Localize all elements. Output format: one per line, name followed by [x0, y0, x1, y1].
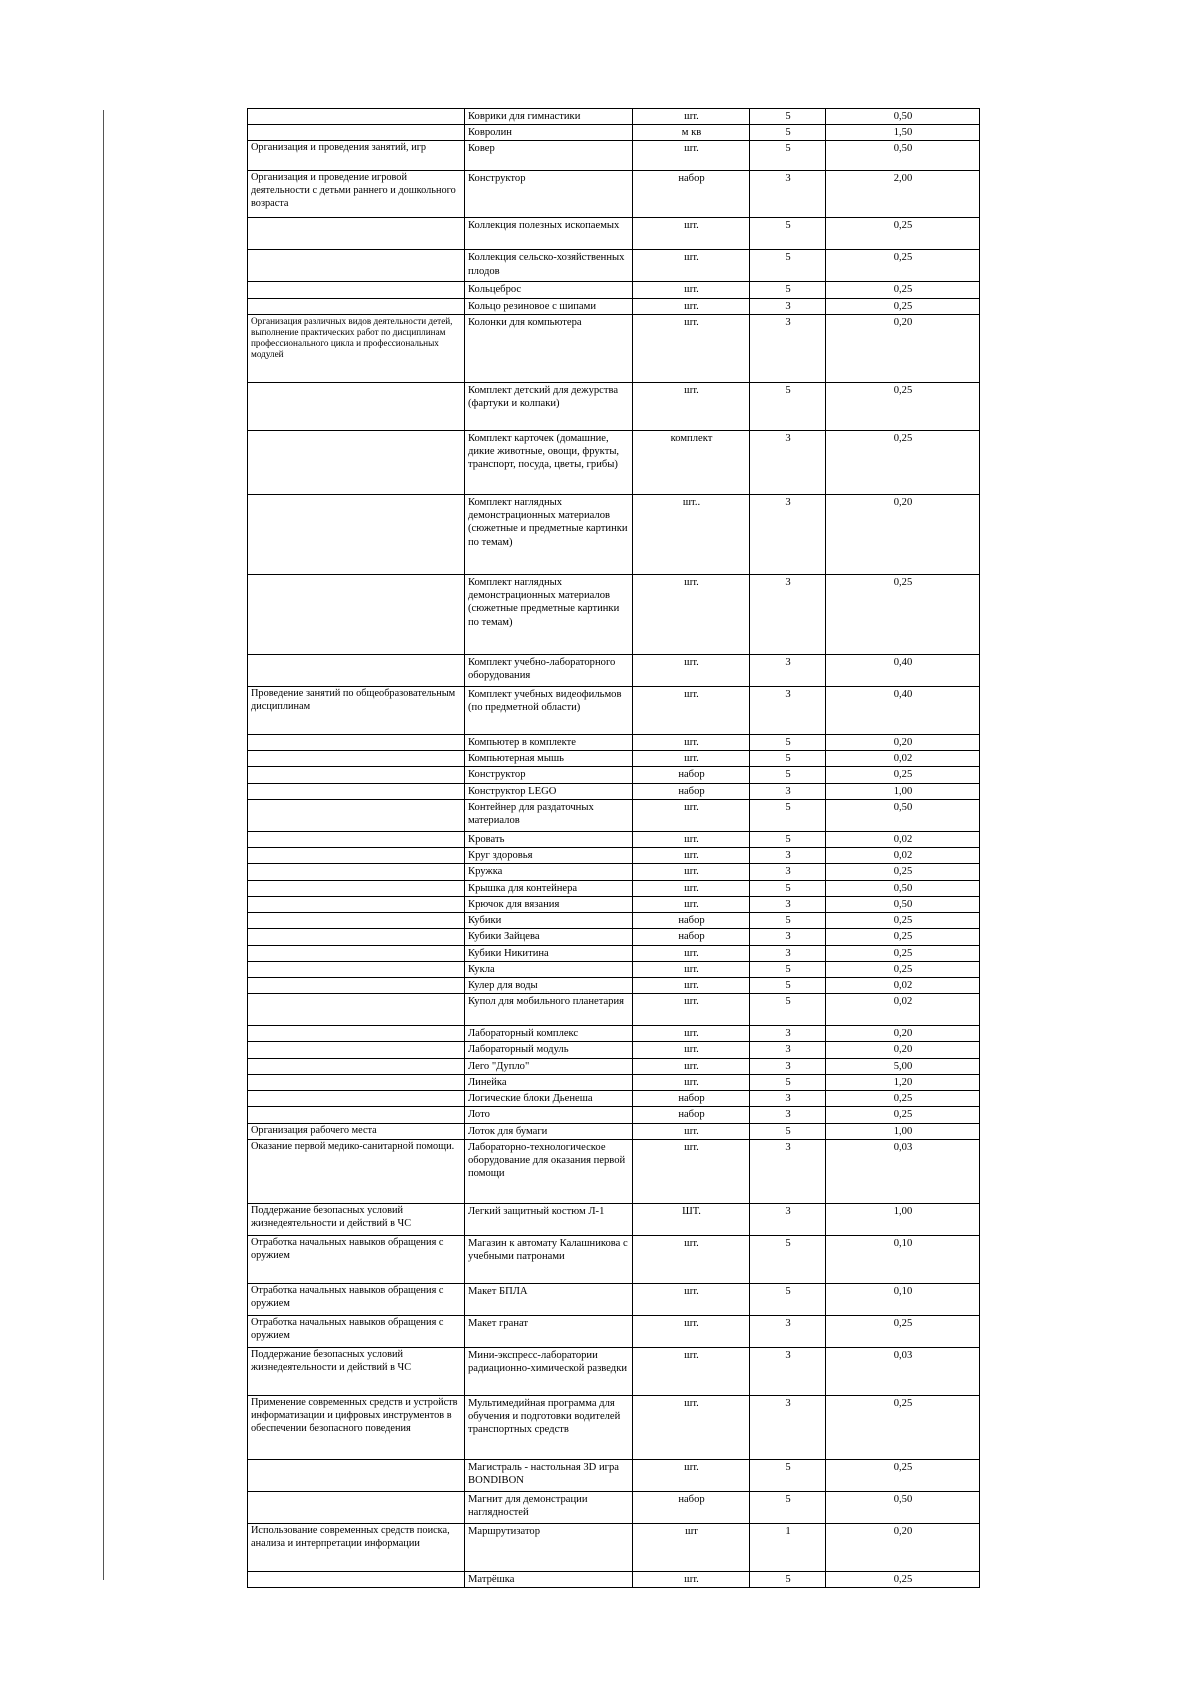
service-years-cell: 3	[750, 298, 826, 314]
coefficient-cell: 1,20	[826, 1074, 980, 1090]
unit-cell: набор	[633, 913, 750, 929]
activity-cell: Поддержание безопасных условий жизнедеятельности и действий в ЧС	[248, 1203, 465, 1235]
activity-cell	[248, 1491, 465, 1523]
table-row	[248, 141, 980, 171]
item-name-cell: Крючок для вязания	[465, 896, 633, 912]
service-years-cell: 3	[750, 574, 826, 654]
item-name-cell: Кубики	[465, 913, 633, 929]
item-name-cell: Комплект наглядных демонстрационных материалов (сюжетные предметные картинки по темам)	[465, 574, 633, 654]
table-row	[248, 799, 980, 831]
item-name-cell: Конструктор	[465, 171, 633, 218]
item-name-cell: Лабораторный модуль	[465, 1042, 633, 1058]
coefficient-cell: 1,00	[826, 783, 980, 799]
unit-cell: шт.	[633, 1026, 750, 1042]
service-years-cell: 5	[750, 880, 826, 896]
table-row	[248, 282, 980, 298]
table-row	[248, 1347, 980, 1395]
activity-cell	[248, 734, 465, 750]
item-name-cell: Лабораторно-технологическое оборудование для оказания первой помощи	[465, 1139, 633, 1203]
unit-cell: шт.	[633, 751, 750, 767]
unit-cell: шт.	[633, 1058, 750, 1074]
coefficient-cell: 0,20	[826, 1042, 980, 1058]
service-years-cell: 3	[750, 686, 826, 734]
coefficient-cell: 5,00	[826, 1058, 980, 1074]
item-name-cell: Мини-экспресс-лаборатории радиационно-химической разведки	[465, 1347, 633, 1395]
service-years-cell: 5	[750, 382, 826, 430]
page-margin-line	[103, 110, 104, 1580]
coefficient-cell: 0,25	[826, 574, 980, 654]
unit-cell: шт.	[633, 141, 750, 171]
coefficient-cell: 0,02	[826, 977, 980, 993]
coefficient-cell: 0,50	[826, 141, 980, 171]
coefficient-cell: 0,25	[826, 1091, 980, 1107]
table-row	[248, 1491, 980, 1523]
service-years-cell: 3	[750, 848, 826, 864]
table-row	[248, 831, 980, 847]
activity-cell	[248, 864, 465, 880]
unit-cell: шт.	[633, 298, 750, 314]
coefficient-cell: 0,03	[826, 1139, 980, 1203]
table-row	[248, 1074, 980, 1090]
item-name-cell: Лоток для бумаги	[465, 1123, 633, 1139]
activity-cell	[248, 1091, 465, 1107]
unit-cell: шт.	[633, 880, 750, 896]
unit-cell: шт.	[633, 1459, 750, 1491]
service-years-cell: 5	[750, 141, 826, 171]
table-row	[248, 1042, 980, 1058]
unit-cell: ШТ.	[633, 1203, 750, 1235]
coefficient-cell: 0,25	[826, 1315, 980, 1347]
item-name-cell: Легкий защитный костюм Л-1	[465, 1203, 633, 1235]
activity-cell: Организация рабочего места	[248, 1123, 465, 1139]
item-name-cell: Макет БПЛА	[465, 1283, 633, 1315]
table-row	[248, 109, 980, 125]
item-name-cell: Конструктор LEGO	[465, 783, 633, 799]
item-name-cell: Крышка для контейнера	[465, 880, 633, 896]
table-row	[248, 494, 980, 574]
coefficient-cell: 0,25	[826, 961, 980, 977]
coefficient-cell: 1,00	[826, 1203, 980, 1235]
unit-cell: шт.	[633, 1074, 750, 1090]
unit-cell: шт.	[633, 945, 750, 961]
coefficient-cell: 0,25	[826, 250, 980, 282]
table-row	[248, 1523, 980, 1571]
table-row	[248, 1107, 980, 1123]
activity-cell	[248, 994, 465, 1026]
activity-cell	[248, 831, 465, 847]
unit-cell: шт.	[633, 1395, 750, 1459]
service-years-cell: 5	[750, 1459, 826, 1491]
item-name-cell: Коллекция полезных ископаемых	[465, 218, 633, 250]
table-row	[248, 913, 980, 929]
coefficient-cell: 0,25	[826, 1395, 980, 1459]
coefficient-cell: 2,00	[826, 171, 980, 218]
coefficient-cell: 0,25	[826, 1459, 980, 1491]
activity-cell	[248, 382, 465, 430]
service-years-cell: 5	[750, 1074, 826, 1090]
activity-cell	[248, 945, 465, 961]
activity-cell	[248, 929, 465, 945]
table-row	[248, 1139, 980, 1203]
service-years-cell: 3	[750, 896, 826, 912]
activity-cell	[248, 848, 465, 864]
coefficient-cell: 0,40	[826, 654, 980, 686]
activity-cell	[248, 1026, 465, 1042]
unit-cell: шт.	[633, 1283, 750, 1315]
item-name-cell: Ковер	[465, 141, 633, 171]
coefficient-cell: 0,02	[826, 848, 980, 864]
coefficient-cell: 0,40	[826, 686, 980, 734]
item-name-cell: Магнит для демонстрации наглядностей	[465, 1491, 633, 1523]
item-name-cell: Ковролин	[465, 125, 633, 141]
activity-cell	[248, 654, 465, 686]
service-years-cell: 5	[750, 734, 826, 750]
item-name-cell: Комплект учебно-лабораторного оборудования	[465, 654, 633, 686]
coefficient-cell: 0,25	[826, 282, 980, 298]
item-name-cell: Кружка	[465, 864, 633, 880]
service-years-cell: 3	[750, 1042, 826, 1058]
service-years-cell: 1	[750, 1523, 826, 1571]
unit-cell: шт.	[633, 1123, 750, 1139]
item-name-cell: Комплект детский для дежурства (фартуки и колпаки)	[465, 382, 633, 430]
service-years-cell: 5	[750, 1283, 826, 1315]
coefficient-cell: 0,25	[826, 864, 980, 880]
item-name-cell: Конструктор	[465, 767, 633, 783]
service-years-cell: 5	[750, 913, 826, 929]
item-name-cell: Купол для мобильного планетария	[465, 994, 633, 1026]
table-row	[248, 382, 980, 430]
item-name-cell: Коллекция сельско-хозяйственных плодов	[465, 250, 633, 282]
table-row	[248, 994, 980, 1026]
coefficient-cell: 0,25	[826, 767, 980, 783]
activity-cell	[248, 896, 465, 912]
coefficient-cell: 0,25	[826, 430, 980, 494]
item-name-cell: Компьютерная мышь	[465, 751, 633, 767]
unit-cell: шт.	[633, 1042, 750, 1058]
coefficient-cell: 0,20	[826, 734, 980, 750]
unit-cell: шт.	[633, 896, 750, 912]
table-row	[248, 977, 980, 993]
activity-cell	[248, 494, 465, 574]
unit-cell: м кв	[633, 125, 750, 141]
unit-cell: шт.	[633, 961, 750, 977]
table-row	[248, 686, 980, 734]
coefficient-cell: 0,02	[826, 831, 980, 847]
table-row	[248, 864, 980, 880]
unit-cell: набор	[633, 171, 750, 218]
table-row	[248, 430, 980, 494]
item-name-cell: Колонки для компьютера	[465, 314, 633, 382]
unit-cell: шт.	[633, 686, 750, 734]
unit-cell: шт.	[633, 382, 750, 430]
service-years-cell: 3	[750, 654, 826, 686]
activity-cell	[248, 913, 465, 929]
table-row	[248, 1315, 980, 1347]
unit-cell: шт.	[633, 1315, 750, 1347]
coefficient-cell: 0,50	[826, 880, 980, 896]
service-years-cell: 5	[750, 218, 826, 250]
activity-cell	[248, 298, 465, 314]
item-name-cell: Кольцеброс	[465, 282, 633, 298]
unit-cell: шт.	[633, 1347, 750, 1395]
table-row	[248, 218, 980, 250]
item-name-cell: Контейнер для раздаточных материалов	[465, 799, 633, 831]
unit-cell: шт.	[633, 109, 750, 125]
service-years-cell: 5	[750, 961, 826, 977]
activity-cell	[248, 783, 465, 799]
coefficient-cell: 0,02	[826, 751, 980, 767]
unit-cell: набор	[633, 767, 750, 783]
service-years-cell: 3	[750, 945, 826, 961]
service-years-cell: 5	[750, 977, 826, 993]
unit-cell: комплект	[633, 430, 750, 494]
unit-cell: шт.	[633, 831, 750, 847]
unit-cell: набор	[633, 929, 750, 945]
activity-cell	[248, 218, 465, 250]
unit-cell: набор	[633, 1491, 750, 1523]
coefficient-cell: 0,03	[826, 1347, 980, 1395]
table-row	[248, 1459, 980, 1491]
unit-cell: шт.	[633, 1139, 750, 1203]
activity-cell	[248, 282, 465, 298]
coefficient-cell: 0,25	[826, 1107, 980, 1123]
unit-cell: шт.	[633, 218, 750, 250]
table-row	[248, 171, 980, 218]
unit-cell: набор	[633, 783, 750, 799]
table-row	[248, 250, 980, 282]
service-years-cell: 5	[750, 1123, 826, 1139]
service-years-cell: 3	[750, 1203, 826, 1235]
activity-cell	[248, 430, 465, 494]
table-row	[248, 1203, 980, 1235]
activity-cell	[248, 767, 465, 783]
service-years-cell: 3	[750, 1139, 826, 1203]
coefficient-cell: 0,25	[826, 298, 980, 314]
item-name-cell: Макет гранат	[465, 1315, 633, 1347]
unit-cell: шт.	[633, 574, 750, 654]
unit-cell: шт.	[633, 250, 750, 282]
service-years-cell: 5	[750, 250, 826, 282]
item-name-cell: Круг здоровья	[465, 848, 633, 864]
table-row	[248, 1395, 980, 1459]
item-name-cell: Лабораторный комплекс	[465, 1026, 633, 1042]
service-years-cell: 3	[750, 929, 826, 945]
item-name-cell: Кровать	[465, 831, 633, 847]
item-name-cell: Лото	[465, 1107, 633, 1123]
activity-cell	[248, 961, 465, 977]
coefficient-cell: 0,20	[826, 1523, 980, 1571]
item-name-cell: Кукла	[465, 961, 633, 977]
activity-cell	[248, 880, 465, 896]
activity-cell: Применение современных средств и устройств информатизации и цифровых инструментов в обеспечении безопасного поведения	[248, 1395, 465, 1459]
item-name-cell: Кубики Зайцева	[465, 929, 633, 945]
service-years-cell: 3	[750, 1091, 826, 1107]
coefficient-cell: 0,20	[826, 314, 980, 382]
coefficient-cell: 0,50	[826, 109, 980, 125]
item-name-cell: Комплект карточек (домашние, дикие животные, овощи, фрукты, транспорт, посуда, цветы, грибы)	[465, 430, 633, 494]
table-row	[248, 929, 980, 945]
coefficient-cell: 0,25	[826, 913, 980, 929]
service-years-cell: 3	[750, 1395, 826, 1459]
coefficient-cell: 0,10	[826, 1235, 980, 1283]
table-row	[248, 751, 980, 767]
item-name-cell: Комплект наглядных демонстрационных материалов (сюжетные и предметные картинки по темам)	[465, 494, 633, 574]
activity-cell	[248, 1459, 465, 1491]
activity-cell: Отработка начальных навыков обращения с оружием	[248, 1315, 465, 1347]
item-name-cell: Линейка	[465, 1074, 633, 1090]
table-row	[248, 1026, 980, 1042]
table-row	[248, 1235, 980, 1283]
activity-cell: Проведение занятий по общеобразовательным дисциплинам	[248, 686, 465, 734]
coefficient-cell: 0,20	[826, 494, 980, 574]
table-row	[248, 848, 980, 864]
table-row	[248, 783, 980, 799]
service-years-cell: 3	[750, 1058, 826, 1074]
unit-cell: шт.	[633, 848, 750, 864]
coefficient-cell: 0,10	[826, 1283, 980, 1315]
service-years-cell: 5	[750, 994, 826, 1026]
activity-cell	[248, 1074, 465, 1090]
coefficient-cell: 0,25	[826, 929, 980, 945]
unit-cell: шт.	[633, 994, 750, 1026]
activity-cell: Использование современных средств поиска, анализа и интерпретации информации	[248, 1523, 465, 1571]
table-row	[248, 896, 980, 912]
service-years-cell: 3	[750, 783, 826, 799]
service-years-cell: 3	[750, 494, 826, 574]
activity-cell: Организация и проведения занятий, игр	[248, 141, 465, 171]
coefficient-cell: 0,02	[826, 994, 980, 1026]
unit-cell: шт..	[633, 494, 750, 574]
item-name-cell: Лего "Дупло"	[465, 1058, 633, 1074]
service-years-cell: 3	[750, 864, 826, 880]
service-years-cell: 3	[750, 1315, 826, 1347]
table-row	[248, 945, 980, 961]
activity-cell: Оказание первой медико-санитарной помощи.	[248, 1139, 465, 1203]
item-name-cell: Мультимедийная программа для обучения и подготовки водителей транспортных средств	[465, 1395, 633, 1459]
activity-cell	[248, 1058, 465, 1074]
table-row	[248, 880, 980, 896]
activity-cell: Организация и проведение игровой деятельности с детьми раннего и дошкольного возраста	[248, 171, 465, 218]
table-row	[248, 574, 980, 654]
unit-cell: шт	[633, 1523, 750, 1571]
unit-cell: шт.	[633, 977, 750, 993]
service-years-cell: 5	[750, 125, 826, 141]
table-row	[248, 654, 980, 686]
coefficient-cell: 0,25	[826, 945, 980, 961]
service-years-cell: 3	[750, 1107, 826, 1123]
activity-cell	[248, 977, 465, 993]
activity-cell	[248, 1571, 465, 1587]
equipment-table	[247, 108, 980, 1588]
service-years-cell: 3	[750, 430, 826, 494]
coefficient-cell: 1,50	[826, 125, 980, 141]
table-row	[248, 1283, 980, 1315]
unit-cell: шт.	[633, 654, 750, 686]
item-name-cell: Логические блоки Дьенеша	[465, 1091, 633, 1107]
equipment-table-body	[248, 109, 980, 1588]
item-name-cell: Матрёшка	[465, 1571, 633, 1587]
table-row	[248, 734, 980, 750]
item-name-cell: Магазин к автомату Калашникова с учебными патронами	[465, 1235, 633, 1283]
coefficient-cell: 1,00	[826, 1123, 980, 1139]
item-name-cell: Коврики для гимнастики	[465, 109, 633, 125]
unit-cell: шт.	[633, 1235, 750, 1283]
table-row	[248, 1123, 980, 1139]
coefficient-cell: 0,50	[826, 799, 980, 831]
item-name-cell: Кулер для воды	[465, 977, 633, 993]
item-name-cell: Комплект учебных видеофильмов (по предметной области)	[465, 686, 633, 734]
coefficient-cell: 0,25	[826, 218, 980, 250]
table-row	[248, 125, 980, 141]
coefficient-cell: 0,25	[826, 382, 980, 430]
coefficient-cell: 0,20	[826, 1026, 980, 1042]
service-years-cell: 3	[750, 1026, 826, 1042]
service-years-cell: 5	[750, 1491, 826, 1523]
activity-cell	[248, 799, 465, 831]
item-name-cell: Кольцо резиновое с шипами	[465, 298, 633, 314]
table-row	[248, 1058, 980, 1074]
service-years-cell: 5	[750, 831, 826, 847]
table-row	[248, 314, 980, 382]
activity-cell: Поддержание безопасных условий жизнедеятельности и действий в ЧС	[248, 1347, 465, 1395]
table-row	[248, 1571, 980, 1587]
activity-cell	[248, 1107, 465, 1123]
unit-cell: шт.	[633, 734, 750, 750]
service-years-cell: 5	[750, 282, 826, 298]
coefficient-cell: 0,50	[826, 1491, 980, 1523]
table-row	[248, 1091, 980, 1107]
service-years-cell: 5	[750, 751, 826, 767]
table-row	[248, 767, 980, 783]
unit-cell: шт.	[633, 1571, 750, 1587]
table-row	[248, 961, 980, 977]
service-years-cell: 5	[750, 799, 826, 831]
activity-cell: Отработка начальных навыков обращения с оружием	[248, 1283, 465, 1315]
coefficient-cell: 0,25	[826, 1571, 980, 1587]
unit-cell: шт.	[633, 799, 750, 831]
activity-cell	[248, 1042, 465, 1058]
activity-cell	[248, 574, 465, 654]
service-years-cell: 5	[750, 1235, 826, 1283]
unit-cell: шт.	[633, 314, 750, 382]
activity-cell: Отработка начальных навыков обращения с оружием	[248, 1235, 465, 1283]
unit-cell: шт.	[633, 864, 750, 880]
activity-cell	[248, 250, 465, 282]
item-name-cell: Маршрутизатор	[465, 1523, 633, 1571]
item-name-cell: Магистраль - настольная 3D игра BONDIBON	[465, 1459, 633, 1491]
service-years-cell: 3	[750, 314, 826, 382]
unit-cell: набор	[633, 1107, 750, 1123]
activity-cell: Организация различных видов деятельности детей, выполнение практических работ по дисциплинам профессионального цикла и профессиональных модулей	[248, 314, 465, 382]
service-years-cell: 3	[750, 1347, 826, 1395]
service-years-cell: 5	[750, 109, 826, 125]
activity-cell	[248, 751, 465, 767]
unit-cell: набор	[633, 1091, 750, 1107]
activity-cell	[248, 125, 465, 141]
service-years-cell: 5	[750, 767, 826, 783]
table-row	[248, 298, 980, 314]
activity-cell	[248, 109, 465, 125]
item-name-cell: Кубики Никитина	[465, 945, 633, 961]
unit-cell: шт.	[633, 282, 750, 298]
service-years-cell: 3	[750, 171, 826, 218]
item-name-cell: Компьютер в комплекте	[465, 734, 633, 750]
service-years-cell: 5	[750, 1571, 826, 1587]
coefficient-cell: 0,50	[826, 896, 980, 912]
